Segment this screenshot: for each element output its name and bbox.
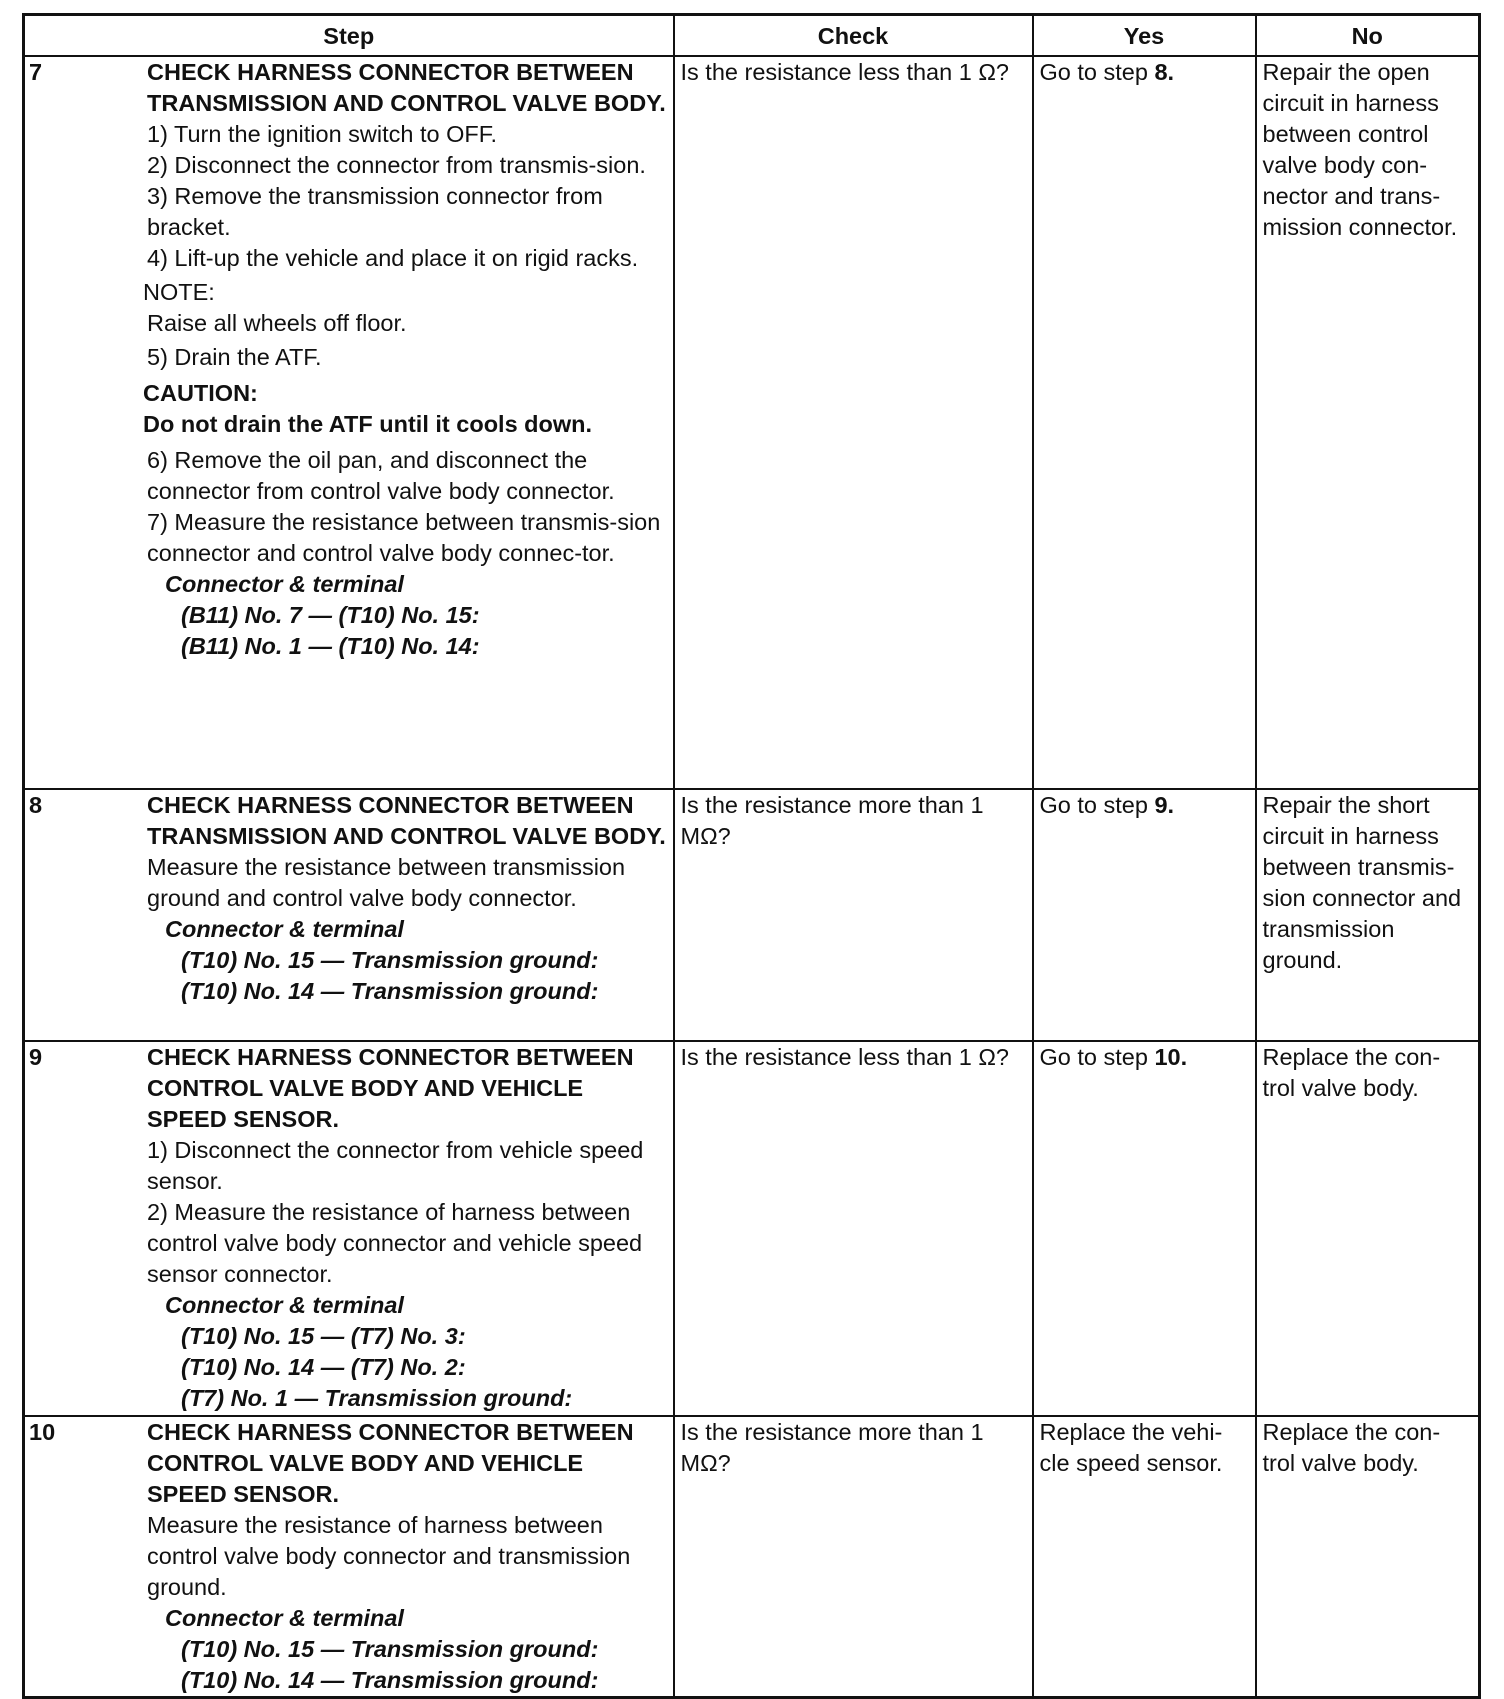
step-content	[147, 1042, 673, 1414]
terminal-spec: (T10) No. 14 — Transmission ground:	[181, 978, 599, 1004]
diagnostic-table	[22, 13, 1481, 1699]
step-cell	[24, 789, 674, 1041]
header-no: No	[1256, 15, 1480, 57]
yes-cell	[1033, 789, 1256, 1041]
table-row	[24, 1041, 1480, 1416]
note-label: NOTE:	[143, 279, 215, 305]
header-row	[24, 15, 1480, 57]
procedure-item: 6) Remove the oil pan, and disconnect the connector from control valve body connector.	[147, 447, 615, 504]
step-title: CHECK HARNESS CONNECTOR BETWEEN TRANSMISSION AND CONTROL VALVE BODY.	[147, 59, 666, 116]
note-text: Raise all wheels off floor.	[147, 310, 407, 336]
yes-prefix: Go to step	[1039, 1044, 1155, 1070]
step-cell	[24, 1041, 674, 1416]
procedure-item: 1) Turn the ignition switch to OFF.	[147, 121, 498, 147]
yes-cell	[1033, 1041, 1256, 1416]
check-cell: Is the resistance less than 1 Ω?	[674, 56, 1033, 789]
procedure-item: 1) Disconnect the connector from vehicle speed sensor.	[147, 1137, 644, 1194]
connector-label: Connector & terminal	[165, 571, 404, 597]
yes-step-number: 10.	[1154, 1044, 1188, 1070]
terminal-spec: (B11) No. 7 — (T10) No. 15:	[181, 602, 480, 628]
terminal-spec: (T10) No. 15 — Transmission ground:	[181, 1636, 599, 1662]
header-yes: Yes	[1033, 15, 1256, 57]
no-cell: Repair the short circuit in harness between transmis-sion connector and transmission ground.	[1256, 789, 1480, 1041]
header-check: Check	[674, 15, 1033, 57]
yes-prefix: Go to step	[1039, 792, 1155, 818]
procedure-item: 4) Lift-up the vehicle and place it on rigid racks.	[147, 245, 639, 271]
connector-label: Connector & terminal	[165, 1605, 404, 1631]
table-row	[24, 56, 1480, 789]
yes-step-number: 9.	[1154, 792, 1175, 818]
step-content	[143, 57, 673, 662]
check-cell: Is the resistance less than 1 Ω?	[674, 1041, 1033, 1416]
terminal-spec: (T10) No. 15 — (T7) No. 3:	[181, 1323, 466, 1349]
connector-label: Connector & terminal	[165, 916, 404, 942]
check-cell: Is the resistance more than 1 MΩ?	[674, 789, 1033, 1041]
procedure-item: Measure the resistance between transmission ground and control valve body connector.	[147, 854, 626, 911]
table-row	[24, 1416, 1480, 1698]
step-title: CHECK HARNESS CONNECTOR BETWEEN CONTROL VALVE BODY AND VEHICLE SPEED SENSOR.	[147, 1419, 634, 1507]
step-number: 8	[29, 792, 43, 818]
step-cell	[24, 56, 674, 789]
step-number: 10	[29, 1419, 56, 1445]
connector-label: Connector & terminal	[165, 1292, 404, 1318]
terminal-spec: (B11) No. 1 — (T10) No. 14:	[181, 633, 480, 659]
terminal-spec: (T10) No. 15 — Transmission ground:	[181, 947, 599, 973]
caution-text: Do not drain the ATF until it cools down.	[143, 411, 593, 437]
yes-cell	[1033, 56, 1256, 789]
yes-cell: Replace the vehi-cle speed sensor.	[1033, 1416, 1256, 1698]
step-title: CHECK HARNESS CONNECTOR BETWEEN TRANSMISSION AND CONTROL VALVE BODY.	[147, 792, 666, 849]
procedure-item: 2) Disconnect the connector from transmis-sion.	[147, 152, 646, 178]
procedure-item: 5) Drain the ATF.	[147, 344, 322, 370]
table-row	[24, 789, 1480, 1041]
procedure-item: 2) Measure the resistance of harness between control valve body connector and vehicle speed sensor connector.	[147, 1199, 643, 1287]
step-content	[147, 790, 673, 1007]
header-step: Step	[24, 15, 674, 57]
step-number: 9	[29, 1044, 43, 1070]
yes-prefix: Go to step	[1039, 59, 1155, 85]
step-content	[147, 1417, 673, 1696]
no-cell: Repair the open circuit in harness between control valve body con-nector and trans-mission connector.	[1256, 56, 1480, 789]
step-cell	[24, 1416, 674, 1698]
procedure-item: 7) Measure the resistance between transmis-sion connector and control valve body connec-tor.	[147, 509, 661, 566]
caution-label: CAUTION:	[143, 380, 258, 406]
yes-step-number: 8.	[1154, 59, 1175, 85]
no-cell: Replace the con-trol valve body.	[1256, 1416, 1480, 1698]
step-title: CHECK HARNESS CONNECTOR BETWEEN CONTROL VALVE BODY AND VEHICLE SPEED SENSOR.	[147, 1044, 634, 1132]
terminal-spec: (T10) No. 14 — Transmission ground:	[181, 1667, 599, 1693]
procedure-item: 3) Remove the transmission connector from bracket.	[147, 183, 603, 240]
no-cell: Replace the con-trol valve body.	[1256, 1041, 1480, 1416]
check-cell: Is the resistance more than 1 MΩ?	[674, 1416, 1033, 1698]
terminal-spec: (T10) No. 14 — (T7) No. 2:	[181, 1354, 466, 1380]
procedure-item: Measure the resistance of harness between control valve body connector and transmission ground.	[147, 1512, 631, 1600]
terminal-spec: (T7) No. 1 — Transmission ground:	[181, 1385, 573, 1411]
step-number: 7	[29, 59, 43, 85]
